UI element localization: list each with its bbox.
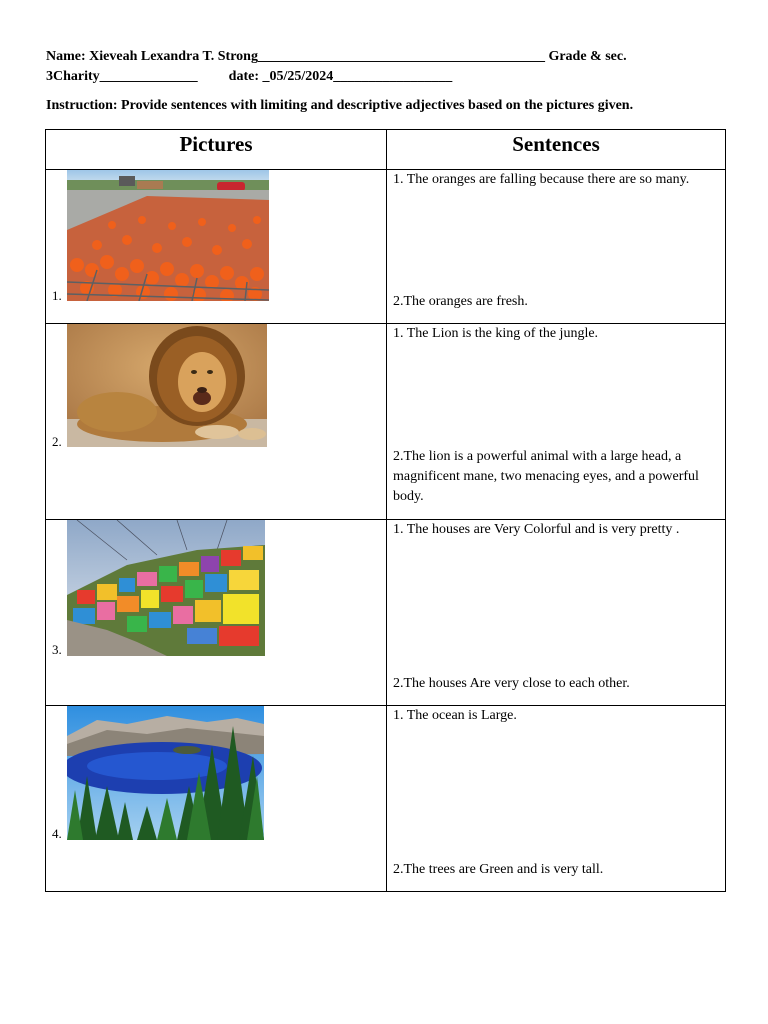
sentence-cell: [387, 324, 726, 520]
sentence-two: 2.The houses Are very close to each other.: [393, 676, 630, 691]
picture-cell: [46, 520, 387, 706]
table-row: [46, 520, 726, 706]
lion-photo: [67, 324, 267, 447]
name-line: Name: Xieveah Lexandra T. Strong_________________________________________ Grade & sec.: [46, 49, 627, 64]
oranges-photo: [67, 170, 269, 301]
picture-cell: [46, 706, 387, 892]
sentence-one: 1. The ocean is Large.: [393, 708, 517, 723]
section-date-line: [46, 67, 627, 87]
item-number: 2.: [52, 434, 62, 449]
date-field: date: _05/25/2024_________________: [228, 69, 453, 84]
picture-cell: [46, 170, 387, 324]
colorful-houses-photo: [67, 520, 265, 656]
instruction-text: Instruction: Provide sentences with limiting and descriptive adjectives based on the pictures given.: [46, 98, 634, 113]
picture-cell: [46, 324, 387, 520]
lake-forest-photo: [67, 706, 264, 840]
sentence-cell: [387, 170, 726, 324]
sentence-one: 1. The Lion is the king of the jungle.: [393, 326, 599, 341]
sentence-two: 2.The trees are Green and is very tall.: [393, 862, 604, 877]
header-pictures: Pictures: [46, 130, 387, 170]
student-header: [46, 47, 627, 87]
worksheet-table: [45, 129, 726, 892]
item-number: 1.: [52, 288, 62, 303]
table-row: [46, 706, 726, 892]
sentence-two: 2.The oranges are fresh.: [393, 294, 528, 309]
sentence-one: 1. The oranges are falling because there are so many.: [393, 172, 690, 187]
sentence-two: 2.The lion is a powerful animal with a large head, a magnificent mane, two menacing eyes, and a powerful body.: [393, 449, 699, 504]
table-row: [46, 170, 726, 324]
sentence-one: 1. The houses are Very Colorful and is very pretty .: [393, 522, 680, 537]
section-field: 3Charity______________: [46, 69, 198, 84]
item-number: 4.: [52, 826, 62, 841]
sentence-cell: [387, 706, 726, 892]
table-header-row: [46, 130, 726, 170]
sentence-cell: [387, 520, 726, 706]
table-row: [46, 324, 726, 520]
header-sentences: Sentences: [387, 130, 726, 170]
item-number: 3.: [52, 642, 62, 657]
